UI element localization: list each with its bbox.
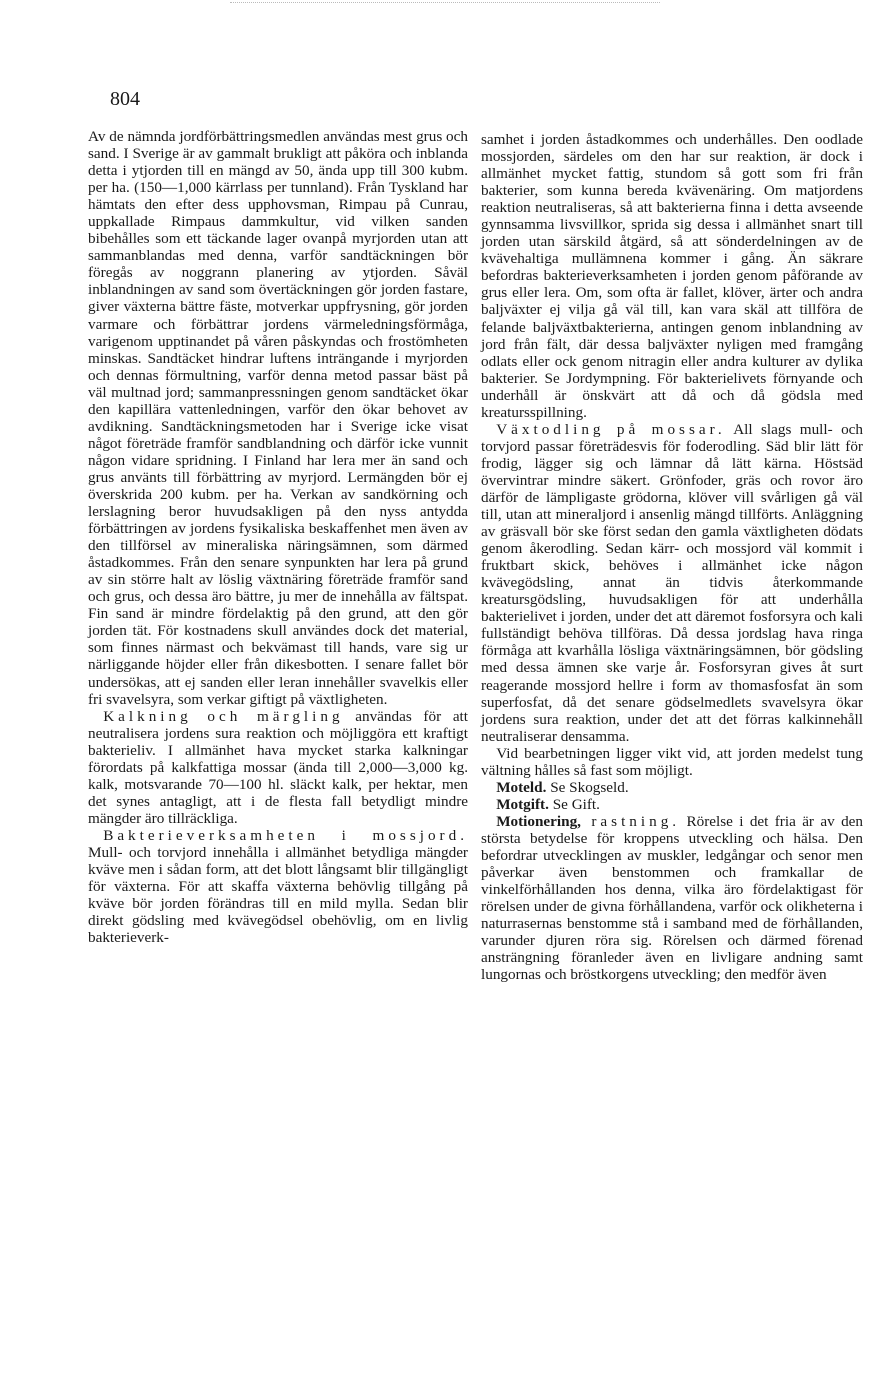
- subheadword-rastning: rastning.: [580, 812, 681, 830]
- heading-cultivation: Växtodling på mossar.: [496, 420, 726, 438]
- text-moteld: Se Skogseld.: [546, 778, 629, 796]
- paragraph-bacteria: [88, 827, 468, 946]
- heading-bacteria: Bakterieverksamheten i mossjord.: [103, 826, 468, 844]
- headword-moteld: Moteld.: [496, 778, 547, 796]
- text-bacteria: Mull- och torvjord innehålla i allmänhet betydliga mängder kväve men i sådan form, att det blott långsamt blir tillgängligt för växterna. För att skaffa växterna behövlig tillgång på kväve bör jorden förändras till en mild mylla. Sedan blir direkt gödsling med kvävegödsel obehövlig, om en livlig bakterieverk-: [88, 843, 468, 947]
- heading-liming: Kalkning och märgling: [103, 707, 344, 725]
- entry-motgift: [481, 796, 863, 813]
- text-motgift: Se Gift.: [548, 795, 600, 813]
- headword-motgift: Motgift.: [496, 795, 549, 813]
- text-tillage: Vid bearbetningen ligger vikt vid, att jorden medelst tung vältning hålles så fast som möjligt.: [481, 744, 863, 779]
- top-border: [230, 2, 660, 3]
- paragraph-soil-improvement: Av de nämnda jordförbättringsmedlen användas mest grus och sand. I Sverige är av gammalt brukligt att påköra och inblanda detta i ytjorden till en mängd av 50, ända upp till 300 kubm. per ha. (150—1,000 kärrlass per tunnland). Från Tyskland har hämtats den efter dess upphovsman, Rimpau på Cunrau, uppkallade Rimpaus dammkultur, vid vilken sanden bibehålles som ett täckande lager ovanpå myrjorden utan att sammanblandas med denna, varför sandtäckningen bör föregås av noggrann planering av ytjorden. Såväl inblandningen av sand som övertäckningen gör jorden fastare, giver växterna bättre fäste, motverkar uppfrysning, gör jorden varmare och förbättrar jordens värmeledningsförmåga, varigenom upptinandet på våren påskyndas och frostömheten minskas. Sandtäcket hindrar luftens inträngande i myrjorden och dennas förmultning, varför denna metod passar bäst på väl multnad jord; sammanpressningen genom sandtäcket ökar den kapillära vattenledningen, varför den ökar behovet av avdikning. Sandtäckningsmetoden har i Sverige icke visat något företräde framför sandblandning och därför icke vunnit någon vidare spridning. I Finland har lera mer än sand och grus använts till förbättring av myrjord. Lermängden bör ej överskrida 200 kubm. per ha. Verkan av sandkörning och lerslagning beror huvudsakligen på den nyss antydda förbättringen av jordens fysikaliska beskaffenhet men även av den tillförsel av mineraliska näringsämnen, som därmed åstadkommes. Från den senare synpunkten har lera på grund av sin större halt av löslig växtnäring företräde framför sand och grus, och dessa äro bättre, ju mer de innehålla av fältspat. Fin sand är mindre fördelaktig på den grund, att den gör jorden tät. För kostnadens skull användes dock det material, som finnes närmast och bekvämast till hands, vare sig ur närliggande höjder eller från dikesbotten. I senare fallet bör undersökas, att ej sanden eller leran innehåller svavelkis eller fri svavelsyra, som verkar giftigt på växtligheten.: [88, 128, 468, 708]
- text-liming: användas för att neutralisera jordens sura reaktion och möjliggöra ett kraftigt bakterieliv. I allmänhet hava mycket starka kalkningar förordats på kalkfattiga mossar (ända till 2,000—3,000 kg. kalk, motsvarande 70—100 hl. släckt kalk, per hektar, men det synes antagligt, att i de flesta fall betydligt mindre mängder äro tillräckliga.: [88, 707, 468, 827]
- text-cultivation: All slags mull- och torvjord passar företrädesvis för foderodling. Säd blir lätt för frodig, lägger sig och lämnar då lätt kärna. Höstsäd övervintrar mindre säkert. Grönfoder, gräs och rovor äro därför de lämpligaste grödorna, klöver vill svårligen gå väl till, utan att mineraljord i ansenlig mängd tillförts. Anläggning av gräsvall bör ske först sedan den gamla växtligheten dödats genom åkerodling. Sedan kärr- och mossjord väl kommit i fruktbart skick, behöves i allmänhet icke någon kvävegödsling, annat än tidvis återkommande kreatursgödsling, huvudsakligen för att underhålla bakterielivet i jorden, under det att däremot fosforsyra och kali fullständigt behöva tillföras. Då dessa jordslag hava ringa förmåga att kvarhålla lösliga växtnäringsämnen, bör gödsling med dessa ämnen ske varje år. Fosforsyran gives åt surt reagerande mossjord hellre i form av thomasfosfat än som superfosfat, då det senare gödselmedlets svavelsyra ökar jordens sura reaktion, under det att det förras kalkinnehåll neutraliserar densamma.: [481, 420, 863, 745]
- right-column: [481, 131, 863, 983]
- headword-motionering: Motionering,: [496, 812, 581, 830]
- paragraph-bacteria-cont: samhet i jorden åstadkommes och underhålles. Den oodlade mossjorden, särdeles om den har sur reaktion, är dock i allmänhet mycket fattig, stundom så gott som fri från bakterier, som kunna bereda kvävenäring. Om matjordens reaktion neutraliseras, så att bakterierna finna i detta avseende gynnsamma livsvillkor, sprida sig dessa i allmänhet snart till jorden utan särskild åtgärd, så att sönderdelningen av de kvävehaltiga mullämnena kommer i gång. Än säkrare befordras bakterieverksamheten i jorden genom påförande av grus eller lera. Om, som ofta är fallet, klöver, ärter och andra baljväxter ej vilja gå väl till, kan vara skäl att tillföra de felande baljväxtbakterierna, antingen genom inblandning av jord från fält, där dessa baljväxter nyligen med framgång odlats eller ock genom nitragin eller andra kulturer av dylika bakterier. Se Jordympning. För bakterielivets förnyande och underhåll är önskvärt att då och då gödsla med kreatursspillning.: [481, 131, 863, 421]
- left-column: [88, 128, 468, 946]
- page-number: 804: [110, 88, 140, 110]
- paragraph-liming: [88, 708, 468, 827]
- entry-motionering: [481, 813, 863, 983]
- entry-moteld: [481, 779, 863, 796]
- text-motionering: Rörelse i det fria är av den största betydelse för kroppens utveckling och hälsa. Den befordrar utvecklingen av muskler, ledgångar och senor men påverkar även benstommen och framkallar de vinkelförhållanden hos denna, vilka äro fördelaktigast för rörelsen under de givna förhållandena, varför ock olikheterna i naturrasernas benstomme stå i samband med de förhållanden, varunder djuren röra sig. Rörelsen och därmed förenad ansträngning föranleder även en livligare andning samt lungornas och bröstkorgens utveckling; den medför även: [481, 812, 863, 984]
- paragraph-cultivation: [481, 421, 863, 745]
- paragraph-tillage: [481, 745, 863, 779]
